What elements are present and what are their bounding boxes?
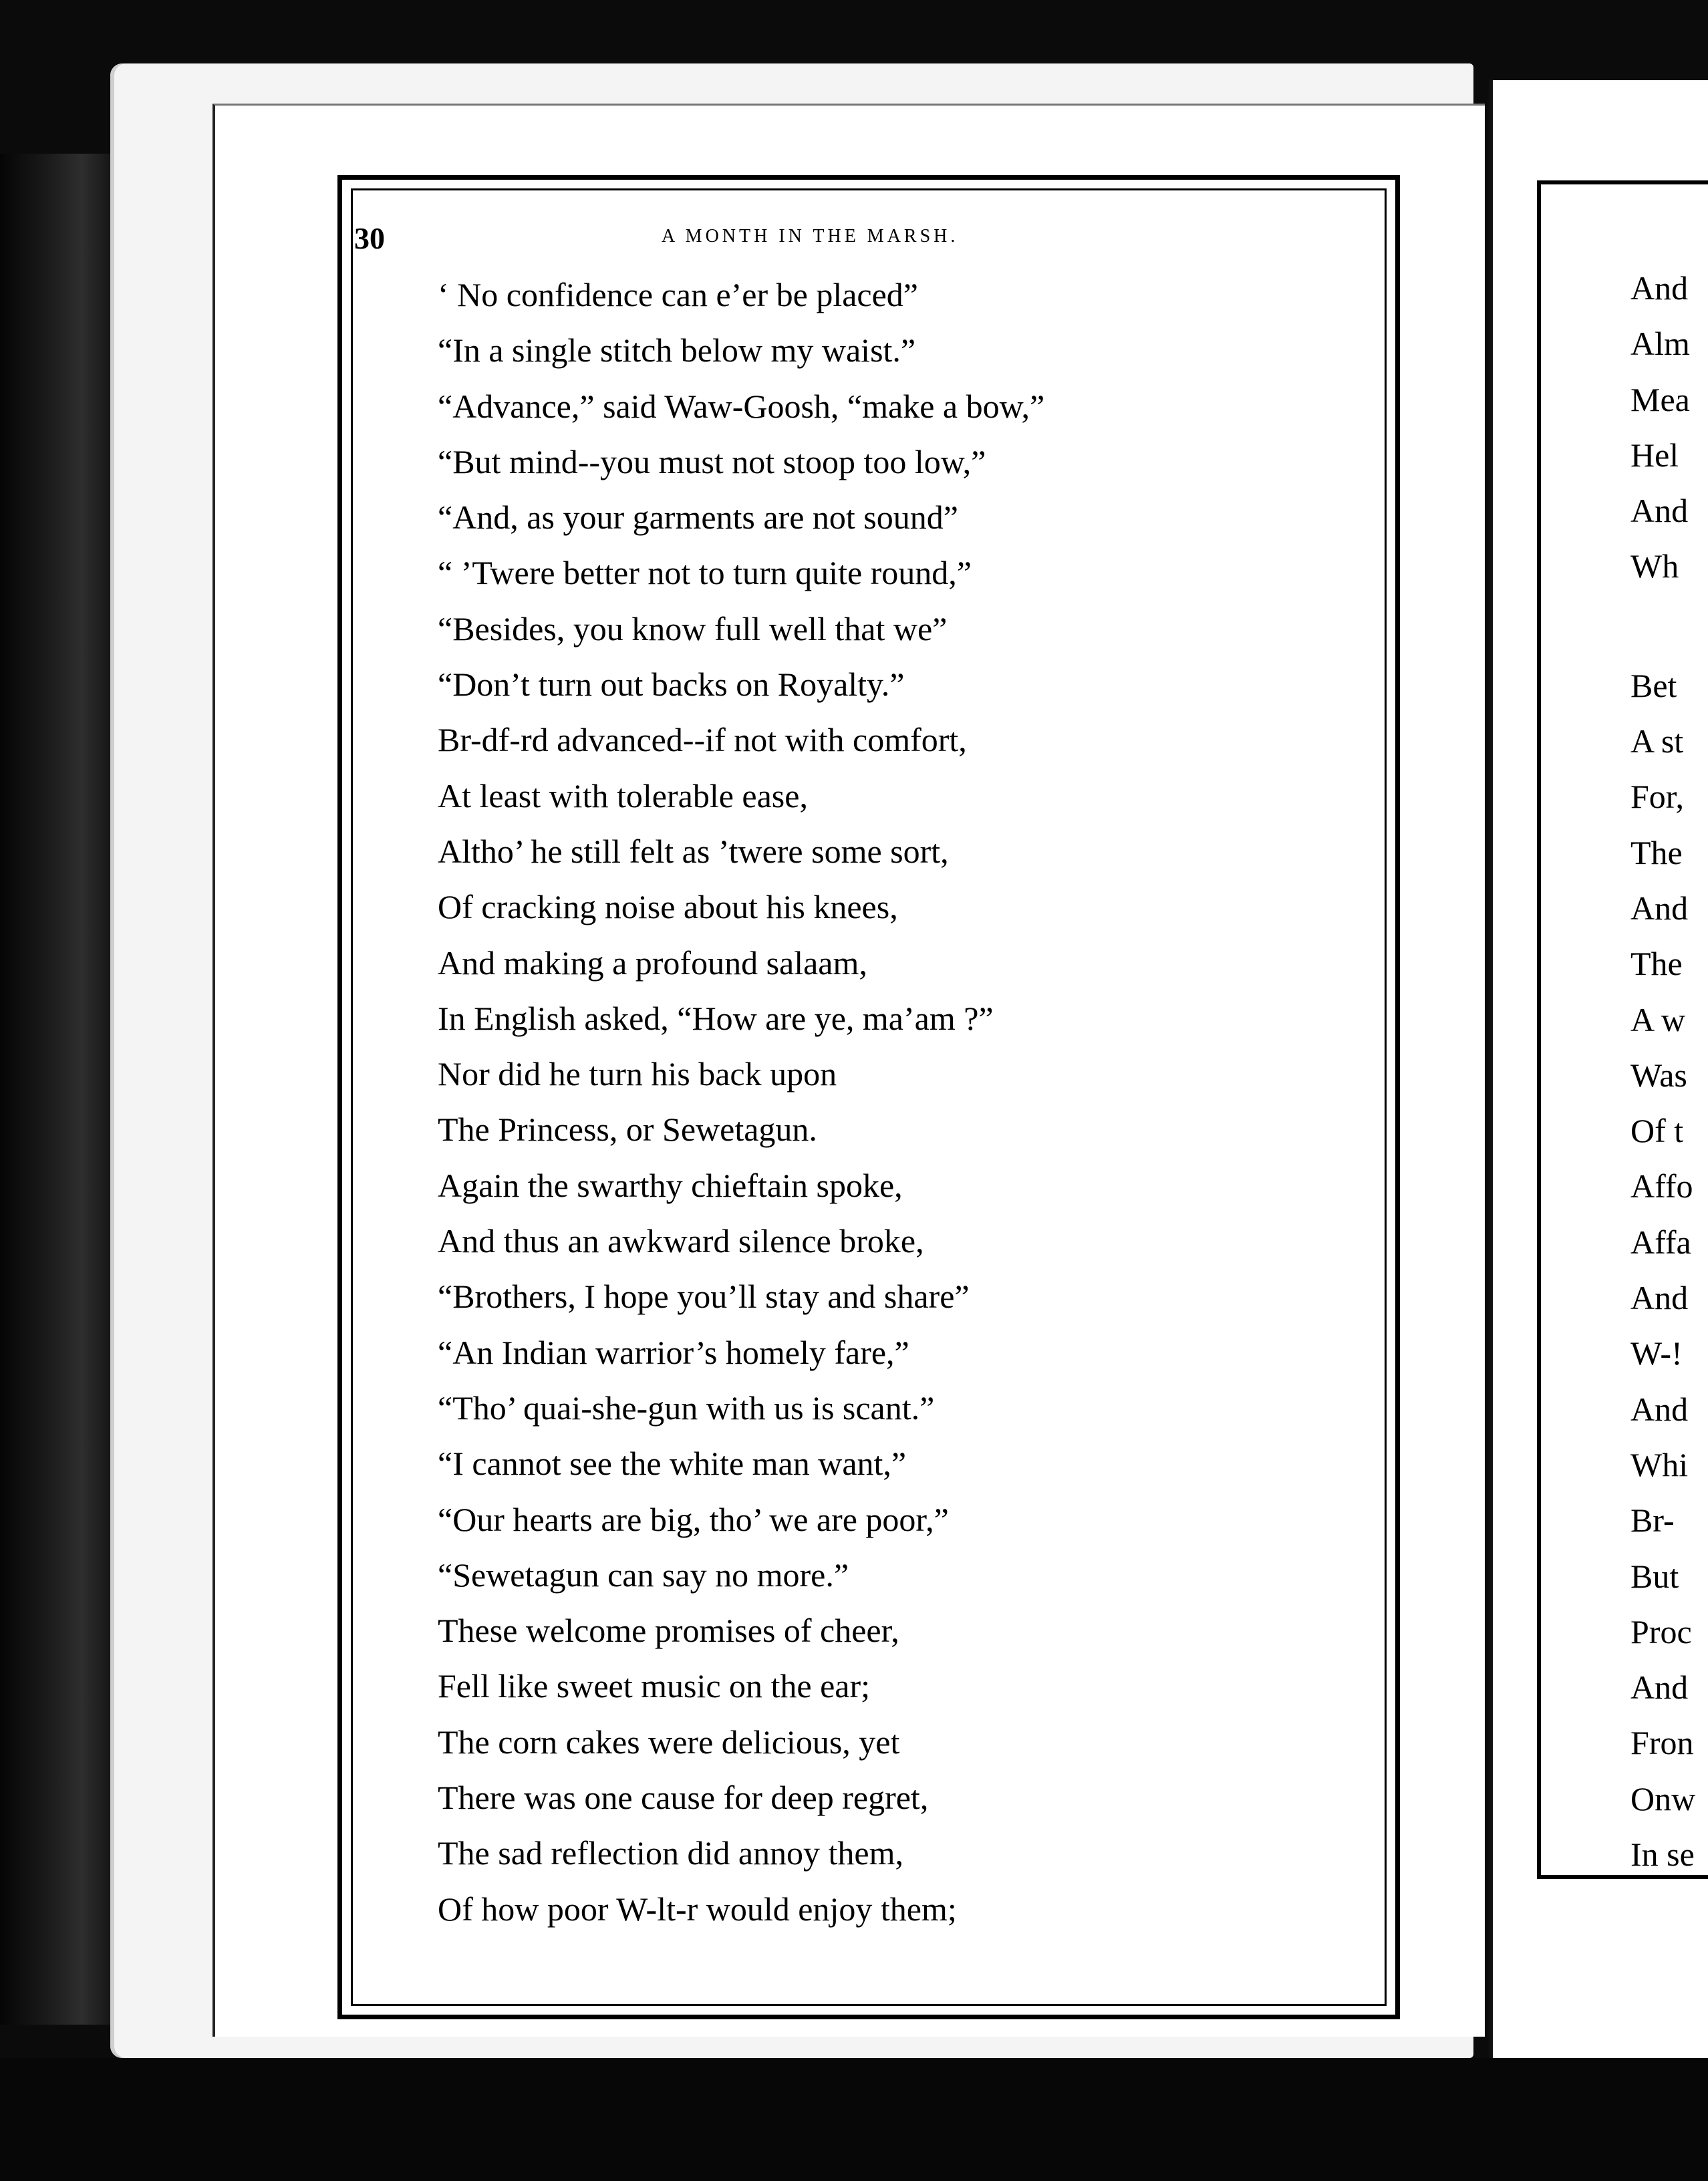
poem-line: “An Indian warrior’s homely fare,”	[438, 1333, 909, 1371]
poem-line: In English asked, “How are ye, ma’am ?”	[438, 999, 994, 1037]
poem-line: “In a single stitch below my waist.”	[438, 331, 916, 370]
right-page-line: And	[1630, 269, 1689, 307]
right-page-line: And	[1630, 1279, 1689, 1317]
poem-line: Of how poor W-lt-r would enjoy them;	[438, 1890, 957, 1928]
poem-line: “Advance,” said Waw-Goosh, “make a bow,”	[438, 387, 1045, 425]
poem-line: The Princess, or Sewetagun.	[438, 1111, 817, 1149]
right-page-line: Was	[1630, 1056, 1687, 1094]
poem-line: Of cracking noise about his knees,	[438, 888, 898, 926]
poem-line: “Brothers, I hope you’ll stay and share”	[438, 1278, 970, 1316]
poem-line: “But mind--you must not stoop too low,”	[438, 442, 986, 480]
right-page-line: Of t	[1630, 1112, 1684, 1150]
poem-line: “Sewetagun can say no more.”	[438, 1556, 849, 1594]
right-page-line: Wh	[1630, 547, 1679, 585]
poem-text	[438, 267, 1360, 1937]
right-page-line: Whi	[1630, 1445, 1689, 1483]
poem-line: At least with tolerable ease,	[438, 776, 808, 815]
right-page-line: A st	[1630, 722, 1684, 760]
right-page-text	[1630, 261, 1695, 1882]
poem-line: ‘ No confidence can e’er be placed”	[438, 276, 918, 313]
right-page-line: Br-	[1630, 1501, 1675, 1540]
poem-line: Altho’ he still felt as ’twere some sort,	[438, 832, 949, 870]
right-page-line: The	[1630, 945, 1683, 983]
right-page-line: For,	[1630, 778, 1684, 816]
right-page-line: And	[1630, 492, 1689, 530]
right-page-line: And	[1630, 889, 1689, 927]
poem-line: “Don’t turn out backs on Royalty.”	[438, 666, 905, 704]
right-page-line: Affo	[1630, 1167, 1693, 1205]
right-page-line: Alm	[1630, 325, 1690, 363]
poem-line: “I cannot see the white man want,”	[438, 1445, 907, 1483]
right-page-line: Onw	[1630, 1779, 1696, 1818]
bottom-shadow	[0, 2058, 1708, 2181]
poem-line: “Besides, you know full well that we”	[438, 609, 948, 647]
running-head: A MONTH IN THE MARSH.	[662, 226, 959, 247]
right-page-line: W-!	[1630, 1334, 1683, 1372]
poem-line: “Tho’ quai-she-gun with us is scant.”	[438, 1389, 935, 1427]
poem-line: The sad reflection did annoy them,	[438, 1834, 903, 1872]
right-page-line: Affa	[1630, 1223, 1691, 1261]
stanza-gap	[1630, 595, 1695, 658]
poem-line: The corn cakes were delicious, yet	[438, 1723, 900, 1761]
poem-line: And making a profound salaam,	[438, 943, 867, 982]
right-page-line: But	[1630, 1557, 1679, 1595]
right-page-line: Fron	[1630, 1724, 1694, 1762]
page-number: 30	[354, 221, 385, 255]
right-page-line: And	[1630, 1668, 1689, 1707]
poem-line: There was one cause for deep regret,	[438, 1779, 929, 1817]
poem-line: And thus an awkward silence broke,	[438, 1222, 924, 1260]
right-page-line: Proc	[1630, 1612, 1692, 1650]
poem-line: “ ’Twere better not to turn quite round,”	[438, 554, 972, 592]
right-page-line: Mea	[1630, 380, 1690, 418]
poem-line: “Our hearts are big, tho’ we are poor,”	[438, 1500, 949, 1538]
poem-line: “And, as your garments are not sound”	[438, 498, 958, 537]
right-page-line: In se	[1630, 1836, 1695, 1874]
right-page-line: A w	[1630, 1000, 1685, 1038]
right-page-line: Hel	[1630, 436, 1679, 474]
right-page-line: Bet	[1630, 666, 1677, 704]
poem-line: Nor did he turn his back upon	[438, 1055, 837, 1093]
poem-line: Fell like sweet music on the ear;	[438, 1667, 871, 1705]
poem-line: These welcome promises of cheer,	[438, 1612, 899, 1650]
book-spine-shadow	[0, 154, 117, 2025]
right-page-line: And	[1630, 1390, 1689, 1428]
right-page-line: The	[1630, 833, 1683, 871]
poem-line: Br-df-rd advanced--if not with comfort,	[438, 721, 967, 759]
poem-line: Again the swarthy chieftain spoke,	[438, 1166, 903, 1204]
